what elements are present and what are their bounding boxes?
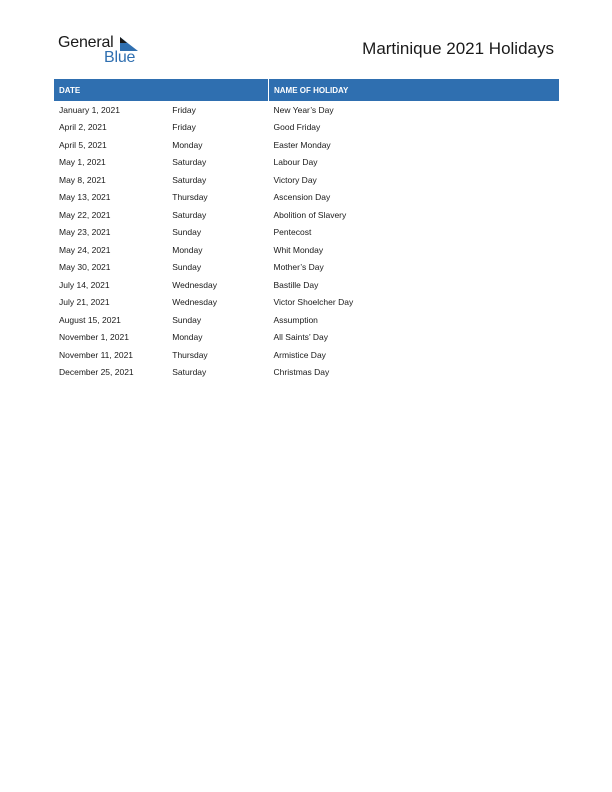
column-header-holiday-name: NAME OF HOLIDAY: [269, 79, 560, 101]
generalblue-logo: [58, 34, 148, 68]
holiday-name-cell: Armistice Day: [273, 349, 326, 360]
holiday-weekday-cell: Sunday: [172, 314, 202, 325]
holiday-name-cell: Victor Shoelcher Day: [273, 297, 354, 308]
holiday-weekday-cell: Monday: [172, 332, 203, 343]
column-header-date: DATE: [54, 79, 269, 101]
table-header-row: [54, 79, 559, 101]
holiday-date-cell: July 21, 2021: [59, 297, 110, 308]
holiday-date-cell: July 14, 2021: [59, 279, 110, 290]
table-row: [54, 189, 559, 207]
holiday-weekday-cell: Thursday: [172, 349, 208, 360]
holiday-weekday-cell: Saturday: [172, 367, 207, 378]
holiday-table: [54, 79, 559, 381]
holiday-name-cell: Whit Monday: [273, 244, 324, 255]
holiday-date-cell: April 5, 2021: [59, 139, 107, 150]
holiday-weekday-cell: Monday: [172, 244, 203, 255]
holiday-date-cell: August 15, 2021: [59, 314, 121, 325]
holiday-name-cell: Easter Monday: [273, 139, 331, 150]
table-row: [54, 136, 559, 154]
table-row: [54, 276, 559, 294]
holiday-name-cell: Victory Day: [273, 174, 317, 185]
holiday-date-cell: April 2, 2021: [59, 122, 107, 133]
holiday-date-cell: May 8, 2021: [59, 174, 106, 185]
holiday-name-cell: New Year’s Day: [273, 104, 334, 115]
holiday-weekday-cell: Friday: [172, 122, 196, 133]
table-row: [54, 259, 559, 277]
table-row: [54, 171, 559, 189]
holiday-weekday-cell: Saturday: [172, 157, 207, 168]
table-body: [54, 101, 559, 381]
logo-word-blue: Blue: [104, 49, 136, 66]
logo-word-general: General: [58, 34, 114, 51]
holiday-date-cell: November 1, 2021: [59, 332, 129, 343]
holiday-name-cell: Abolition of Slavery: [273, 209, 347, 220]
page-title: Martinique 2021 Holidays: [362, 39, 554, 58]
table-row: [54, 206, 559, 224]
holiday-date-cell: May 13, 2021: [59, 192, 111, 203]
table-row: [54, 241, 559, 259]
holiday-name-cell: Ascension Day: [273, 192, 331, 203]
holiday-weekday-cell: Saturday: [172, 209, 207, 220]
holiday-name-cell: Christmas Day: [273, 367, 330, 378]
holiday-weekday-cell: Monday: [172, 139, 203, 150]
holiday-weekday-cell: Wednesday: [172, 279, 217, 290]
holiday-name-cell: Assumption: [273, 314, 318, 325]
holiday-weekday-cell: Sunday: [172, 227, 202, 238]
holiday-weekday-cell: Wednesday: [172, 297, 217, 308]
holiday-date-cell: May 22, 2021: [59, 209, 111, 220]
table-row: [54, 101, 559, 119]
holiday-date-cell: May 24, 2021: [59, 244, 111, 255]
holiday-date-cell: January 1, 2021: [59, 104, 120, 115]
table-row: [54, 364, 559, 382]
table-row: [54, 346, 559, 364]
table-row: [54, 119, 559, 137]
holiday-name-cell: All Saints’ Day: [273, 332, 328, 343]
table-row: [54, 224, 559, 242]
holiday-date-cell: May 1, 2021: [59, 157, 106, 168]
holiday-weekday-cell: Sunday: [172, 262, 202, 273]
holiday-weekday-cell: Thursday: [172, 192, 208, 203]
holiday-weekday-cell: Saturday: [172, 174, 207, 185]
holiday-name-cell: Good Friday: [273, 122, 321, 133]
table-row: [54, 329, 559, 347]
table-row: [54, 154, 559, 172]
holiday-date-cell: May 30, 2021: [59, 262, 111, 273]
table-row: [54, 294, 559, 312]
holiday-name-cell: Labour Day: [273, 157, 318, 168]
holiday-date-cell: December 25, 2021: [59, 367, 134, 378]
holiday-weekday-cell: Friday: [172, 104, 196, 115]
holiday-name-cell: Pentecost: [273, 227, 312, 238]
holiday-date-cell: November 11, 2021: [59, 349, 134, 360]
holiday-name-cell: Bastille Day: [273, 279, 319, 290]
holiday-date-cell: May 23, 2021: [59, 227, 111, 238]
table-row: [54, 311, 559, 329]
holiday-name-cell: Mother’s Day: [273, 262, 324, 273]
